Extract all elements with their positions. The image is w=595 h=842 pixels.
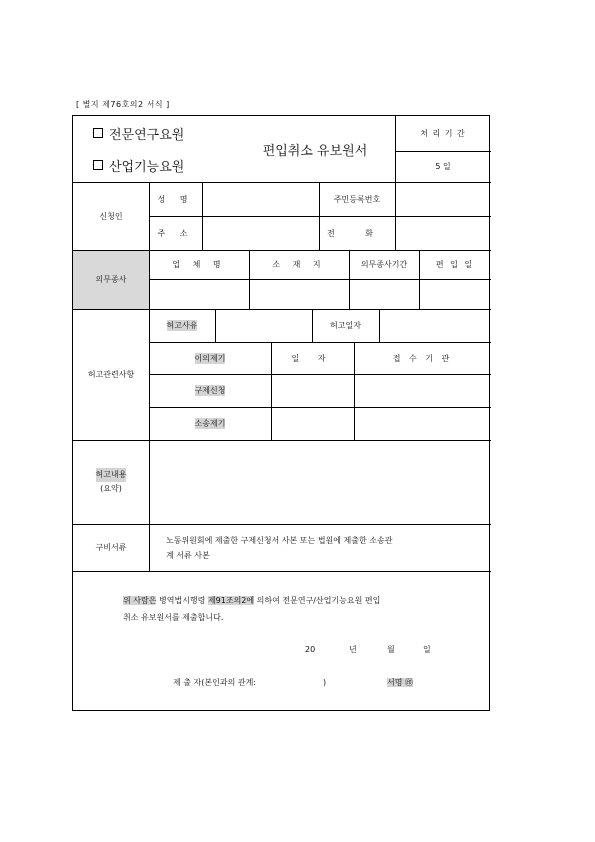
reason-label: 허고사유 <box>166 321 198 330</box>
phone-label: 전 화 <box>327 228 387 238</box>
name-field[interactable] <box>202 182 319 216</box>
checkbox-icon <box>93 128 103 138</box>
date-year-label: 년 <box>349 645 357 654</box>
processing-period-value: 5 일 <box>435 162 451 171</box>
submitter-label: 제 출 자(본인과의 관계: <box>173 678 256 687</box>
documents-label: 구비서류 <box>95 543 127 552</box>
date-header: 일 자 <box>291 353 334 363</box>
notice-date-field[interactable] <box>379 309 491 342</box>
date-month-label: 월 <box>387 645 395 654</box>
form-table <box>72 115 490 711</box>
content-summary-field[interactable] <box>149 440 491 524</box>
address-label: 주 소 <box>157 228 194 238</box>
service-period-field[interactable] <box>349 279 419 309</box>
service-period-header: 의무종사기간 <box>360 260 408 269</box>
statement-line1: 위 사람은 병역법시행령 제91조의2에 의하여 전문연구/산업기능요원 편입 <box>123 596 381 605</box>
date-year-prefix: 20 <box>305 645 316 654</box>
reason-field[interactable] <box>215 309 312 342</box>
signature-seal: 서명 ㊞ <box>387 678 413 687</box>
phone-field[interactable] <box>395 216 491 250</box>
notice-label: 허고관련사항 <box>87 370 135 379</box>
objection-header: 이의제기 <box>194 353 226 363</box>
service-label: 의무종사 <box>95 275 127 284</box>
option-research-checkbox[interactable]: 전문연구요원 <box>93 120 233 146</box>
address-field[interactable] <box>202 216 319 250</box>
lawsuit-date-field[interactable] <box>271 407 354 440</box>
location-header: 소 재 지 <box>272 260 326 269</box>
resident-id-field[interactable] <box>395 182 491 216</box>
enlistment-date-field[interactable] <box>419 279 491 309</box>
form-title: 편입취소 유보원서 <box>262 143 368 159</box>
applicant-label: 신청인 <box>99 211 123 221</box>
location-field[interactable] <box>249 279 349 309</box>
relief-date-field[interactable] <box>271 374 354 407</box>
company-name-field[interactable] <box>149 279 249 309</box>
checkbox-icon <box>93 160 103 170</box>
submitter-close: ) <box>323 678 327 687</box>
form-caption: [ 별지 제76호의2 서식 ] <box>76 100 170 109</box>
statement-line2: 취소 유보원서를 제출합니다. <box>123 613 224 622</box>
notice-date-label: 허고일자 <box>330 321 361 330</box>
relief-application-label: 구제신청 <box>194 386 226 395</box>
processing-period-label: 처 리 기 간 <box>420 129 466 138</box>
documents-text: 노동위원회에 제출한 구제신청서 사본 또는 법원에 제출한 소송관 계 서류 사본 <box>166 536 393 560</box>
resident-id-label: 주민등록번호 <box>333 194 381 204</box>
receiving-agency-header: 접 수 기 관 <box>392 353 453 363</box>
name-label: 성 명 <box>157 194 194 204</box>
content-summary-label: 허고내용 (요약) <box>95 470 127 493</box>
lawsuit-agency-field[interactable] <box>354 407 491 440</box>
enlistment-date-header: 편 입 일 <box>435 260 475 269</box>
date-day-label: 일 <box>423 645 431 654</box>
option-industrial-checkbox[interactable]: 산업기능요원 <box>93 152 233 178</box>
relief-agency-field[interactable] <box>354 374 491 407</box>
company-name-header: 업 체 명 <box>172 260 226 269</box>
lawsuit-label: 소송제기 <box>194 419 226 428</box>
